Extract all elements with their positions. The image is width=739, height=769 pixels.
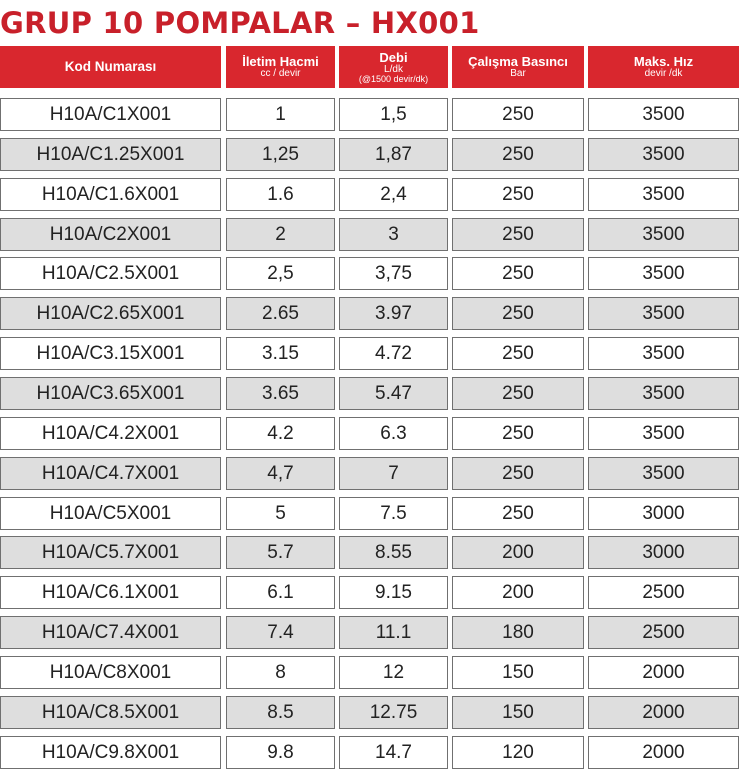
header-pressure [452,46,584,88]
code-cell: H10A/C6.1X001 [0,576,221,609]
header-displacement [226,46,335,88]
pressure-cell: 250 [452,98,584,131]
page-title: GRUP 10 POMPALAR – HX001 [0,6,480,40]
max-speed-cell: 3500 [588,138,739,171]
header-flow-note: (@1500 devir/dk) [358,73,429,84]
pressure-cell: 250 [452,218,584,251]
code-cell: H10A/C2.5X001 [0,257,221,290]
code-cell: H10A/C3.65X001 [0,377,221,410]
code-cell: H10A/C8X001 [0,656,221,689]
header-flow [339,46,448,88]
displacement-cell: 3.65 [226,377,335,410]
displacement-cell: 5.7 [226,536,335,569]
pressure-cell: 250 [452,297,584,330]
code-cell: H10A/C4.7X001 [0,457,221,490]
code-cell: H10A/C5.7X001 [0,536,221,569]
flow-cell: 12 [339,656,448,689]
pressure-cell: 250 [452,377,584,410]
code-cell: H10A/C1X001 [0,98,221,131]
header-code [0,46,221,88]
displacement-cell: 2.65 [226,297,335,330]
max-speed-cell: 3500 [588,98,739,131]
max-speed-cell: 3500 [588,417,739,450]
displacement-cell: 7.4 [226,616,335,649]
max-speed-cell: 3500 [588,218,739,251]
header-flow-label: Debi [379,49,408,65]
flow-cell: 4.72 [339,337,448,370]
code-cell: H10A/C9.8X001 [0,736,221,769]
flow-cell: 12.75 [339,696,448,729]
max-speed-cell: 3000 [588,536,739,569]
pressure-cell: 250 [452,138,584,171]
flow-cell: 1,5 [339,98,448,131]
displacement-cell: 4,7 [226,457,335,490]
max-speed-cell: 2500 [588,616,739,649]
header-max-speed-unit: devir /dk [644,68,683,79]
pressure-cell: 150 [452,696,584,729]
flow-cell: 3,75 [339,257,448,290]
displacement-cell: 6.1 [226,576,335,609]
max-speed-cell: 3500 [588,457,739,490]
max-speed-cell: 3500 [588,297,739,330]
flow-cell: 3 [339,218,448,251]
code-cell: H10A/C2.65X001 [0,297,221,330]
displacement-cell: 2,5 [226,257,335,290]
pressure-cell: 250 [452,457,584,490]
displacement-cell: 1.6 [226,178,335,211]
header-displacement-unit: cc / devir [260,68,301,79]
header-max-speed-label: Maks. Hız [633,54,694,69]
max-speed-cell: 2500 [588,576,739,609]
code-cell: H10A/C3.15X001 [0,337,221,370]
displacement-cell: 5 [226,497,335,530]
header-max-speed [588,46,739,88]
pressure-cell: 250 [452,337,584,370]
flow-cell: 9.15 [339,576,448,609]
pressure-cell: 250 [452,497,584,530]
displacement-cell: 4.2 [226,417,335,450]
flow-cell: 3.97 [339,297,448,330]
code-cell: H10A/C1.6X001 [0,178,221,211]
code-cell: H10A/C7.4X001 [0,616,221,649]
displacement-cell: 8.5 [226,696,335,729]
max-speed-cell: 3500 [588,178,739,211]
header-displacement-label: İletim Hacmi [242,54,319,69]
max-speed-cell: 3000 [588,497,739,530]
flow-cell: 2,4 [339,178,448,211]
flow-cell: 1,87 [339,138,448,171]
pressure-cell: 120 [452,736,584,769]
header-code-label: Kod Numarası [64,59,157,74]
flow-cell: 7.5 [339,497,448,530]
displacement-cell: 1 [226,98,335,131]
max-speed-cell: 3500 [588,377,739,410]
pressure-cell: 250 [452,178,584,211]
displacement-cell: 1,25 [226,138,335,171]
header-pressure-unit: Bar [510,68,526,79]
flow-cell: 5.47 [339,377,448,410]
max-speed-cell: 3500 [588,257,739,290]
flow-cell: 11.1 [339,616,448,649]
flow-cell: 14.7 [339,736,448,769]
code-cell: H10A/C8.5X001 [0,696,221,729]
code-cell: H10A/C5X001 [0,497,221,530]
pressure-cell: 250 [452,417,584,450]
pressure-cell: 200 [452,576,584,609]
displacement-cell: 3.15 [226,337,335,370]
flow-cell: 7 [339,457,448,490]
pressure-cell: 250 [452,257,584,290]
flow-cell: 6.3 [339,417,448,450]
displacement-cell: 2 [226,218,335,251]
max-speed-cell: 2000 [588,736,739,769]
pressure-cell: 180 [452,616,584,649]
header-pressure-label: Çalışma Basıncı [468,54,568,69]
max-speed-cell: 3500 [588,337,739,370]
displacement-cell: 8 [226,656,335,689]
displacement-cell: 9.8 [226,736,335,769]
max-speed-cell: 2000 [588,696,739,729]
code-cell: H10A/C4.2X001 [0,417,221,450]
code-cell: H10A/C2X001 [0,218,221,251]
header-flow-unit: L/dk [384,63,403,75]
pressure-cell: 200 [452,536,584,569]
flow-cell: 8.55 [339,536,448,569]
pressure-cell: 150 [452,656,584,689]
max-speed-cell: 2000 [588,656,739,689]
code-cell: H10A/C1.25X001 [0,138,221,171]
